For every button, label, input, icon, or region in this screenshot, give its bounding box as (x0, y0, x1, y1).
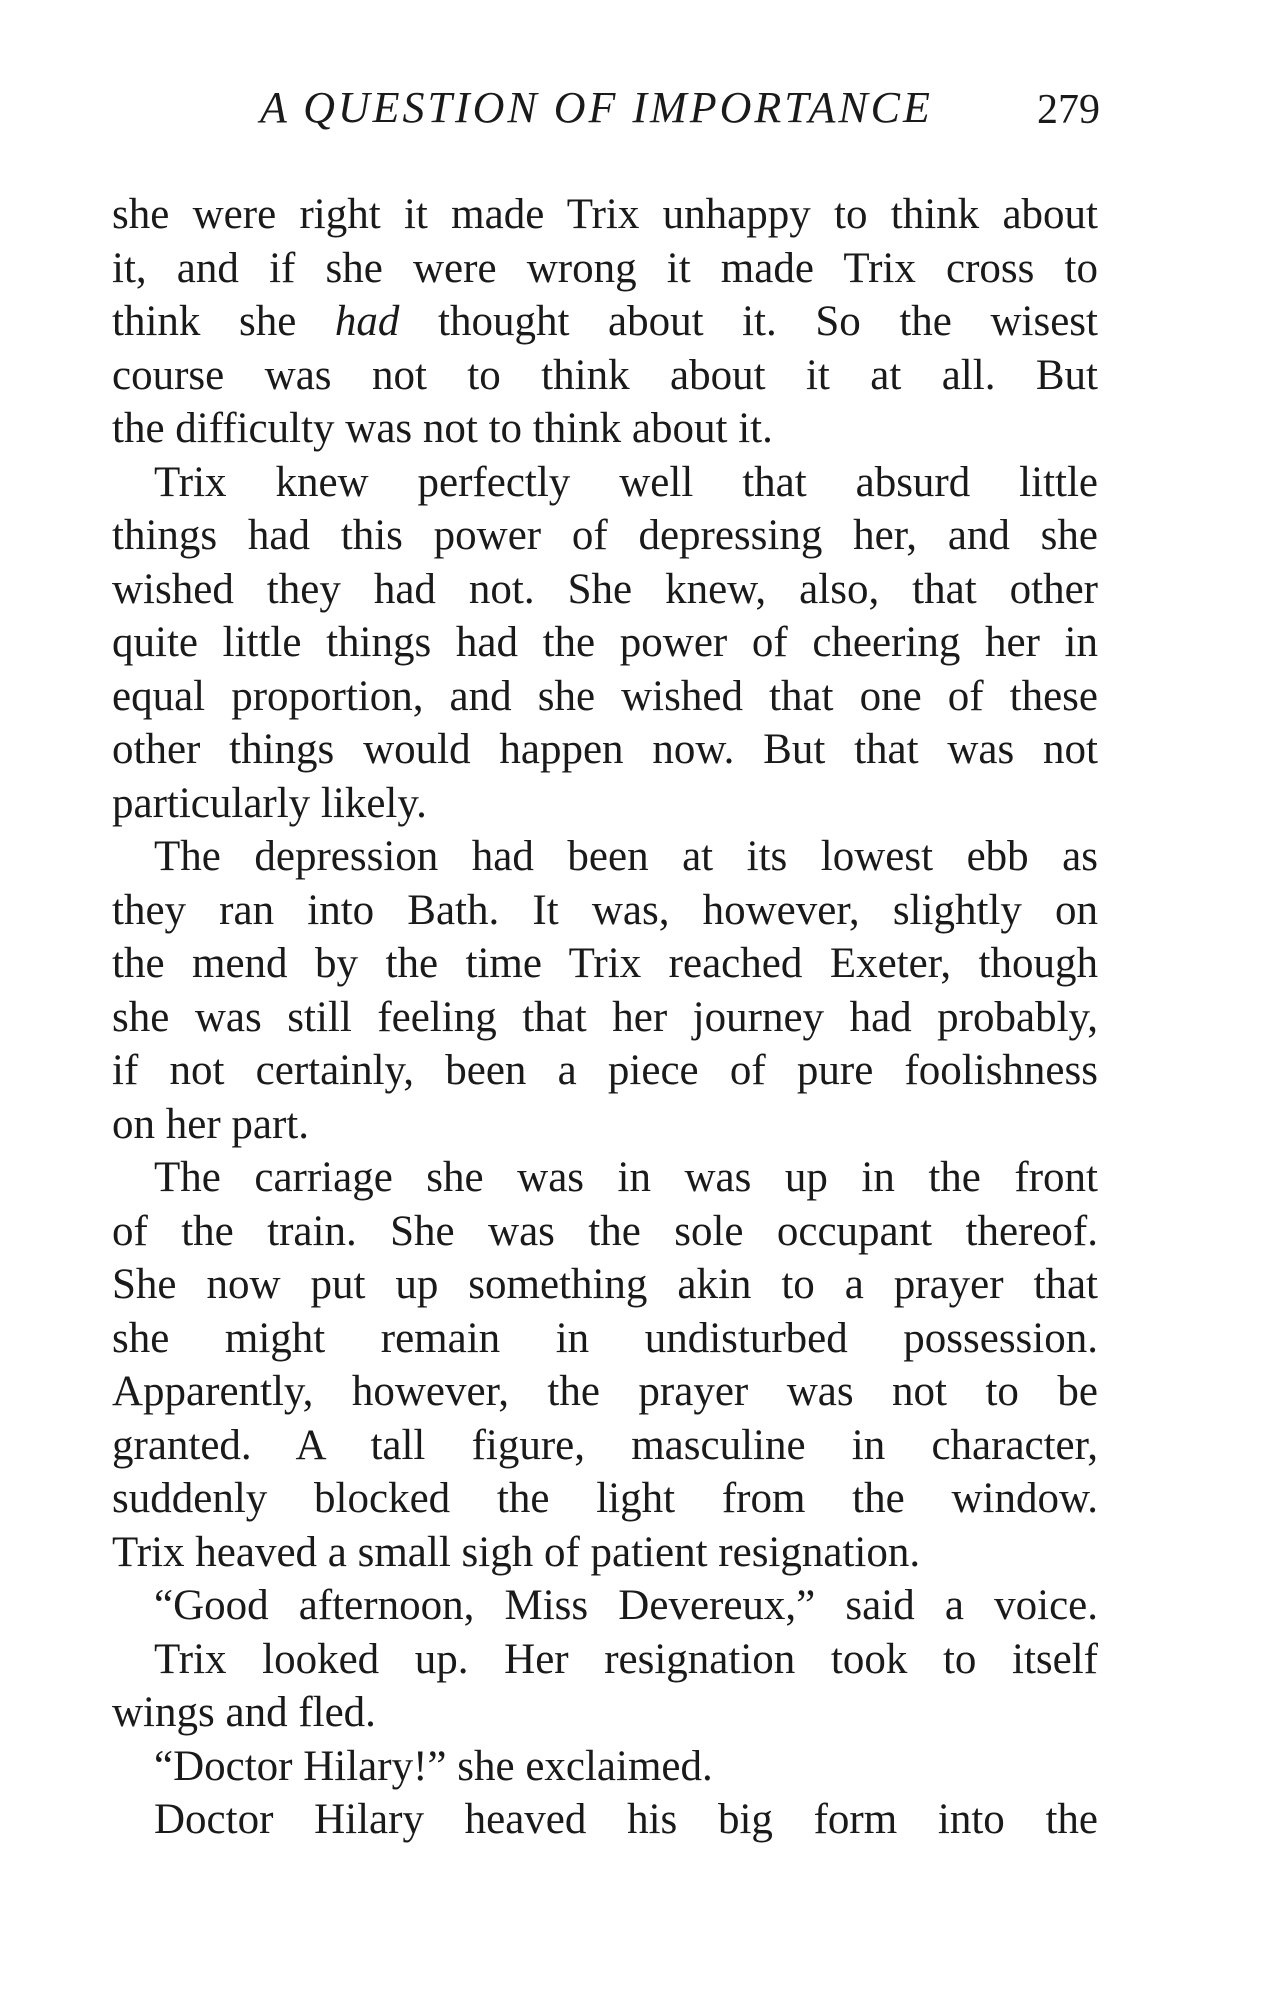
italic-word: had (334, 298, 400, 345)
text-line: she might remain in undisturbed possession. (112, 1314, 1098, 1362)
text-fragment: think she (112, 298, 335, 345)
text-line: she was still feeling that her journey had probably, (112, 993, 1098, 1041)
text-line: if not certainly, been a piece of pure foolishness (112, 1047, 1098, 1094)
paragraph-first-line: “Doctor Hilary!” she exclaimed. (154, 1742, 713, 1790)
text-line: granted. A tall figure, masculine in character, (112, 1421, 1098, 1469)
page-number: 279 (1037, 87, 1100, 133)
text-line: on her part. (112, 1100, 310, 1148)
paragraph-first-line: Trix looked up. Her resignation took to itself (154, 1635, 1098, 1683)
paragraph-first-line: “Good afternoon, Miss Devereux,” said a voice. (154, 1582, 1098, 1629)
running-title: A QUESTION OF IMPORTANCE (260, 83, 933, 132)
text-line: things had this power of depressing her, and she (112, 512, 1098, 559)
text-line (112, 295, 1098, 349)
text-line: the mend by the time Trix reached Exeter, though (112, 940, 1098, 987)
text-line: she were right it made Trix unhappy to think about (112, 191, 1098, 238)
text-line: equal proportion, and she wished that one of these (112, 672, 1098, 720)
text-line: other things would happen now. But that was not (112, 726, 1098, 773)
body-text (112, 188, 1098, 1847)
text-line: course was not to think about it at all. But (112, 351, 1098, 399)
text-line: Trix heaved a small sigh of patient resignation. (112, 1528, 921, 1576)
text-line: She now put up something akin to a prayer that (112, 1261, 1098, 1308)
text-line: of the train. She was the sole occupant thereof. (112, 1207, 1098, 1255)
text-line: wished they had not. She knew, also, that other (112, 565, 1098, 613)
text-line: particularly likely. (112, 779, 427, 827)
text-line: the difficulty was not to think about it. (112, 405, 773, 452)
text-line: Apparently, however, the prayer was not to be (112, 1368, 1098, 1415)
text-line: they ran into Bath. It was, however, slightly on (112, 886, 1098, 934)
paragraph-first-line: The depression had been at its lowest ebb as (154, 833, 1098, 880)
text-line: wings and fled. (112, 1689, 376, 1736)
text-line: it, and if she were wrong it made Trix cross to (112, 244, 1098, 292)
text-fragment: thought about it. So the wisest (399, 298, 1098, 345)
paragraph-first-line: The carriage she was in was up in the front (154, 1154, 1098, 1201)
paragraph-first-line: Doctor Hilary heaved his big form into the (154, 1796, 1098, 1843)
page-header (110, 82, 1100, 142)
paragraph-first-line: Trix knew perfectly well that absurd little (154, 458, 1098, 506)
text-line: suddenly blocked the light from the window. (112, 1475, 1098, 1522)
text-line: quite little things had the power of cheering her in (112, 619, 1098, 666)
